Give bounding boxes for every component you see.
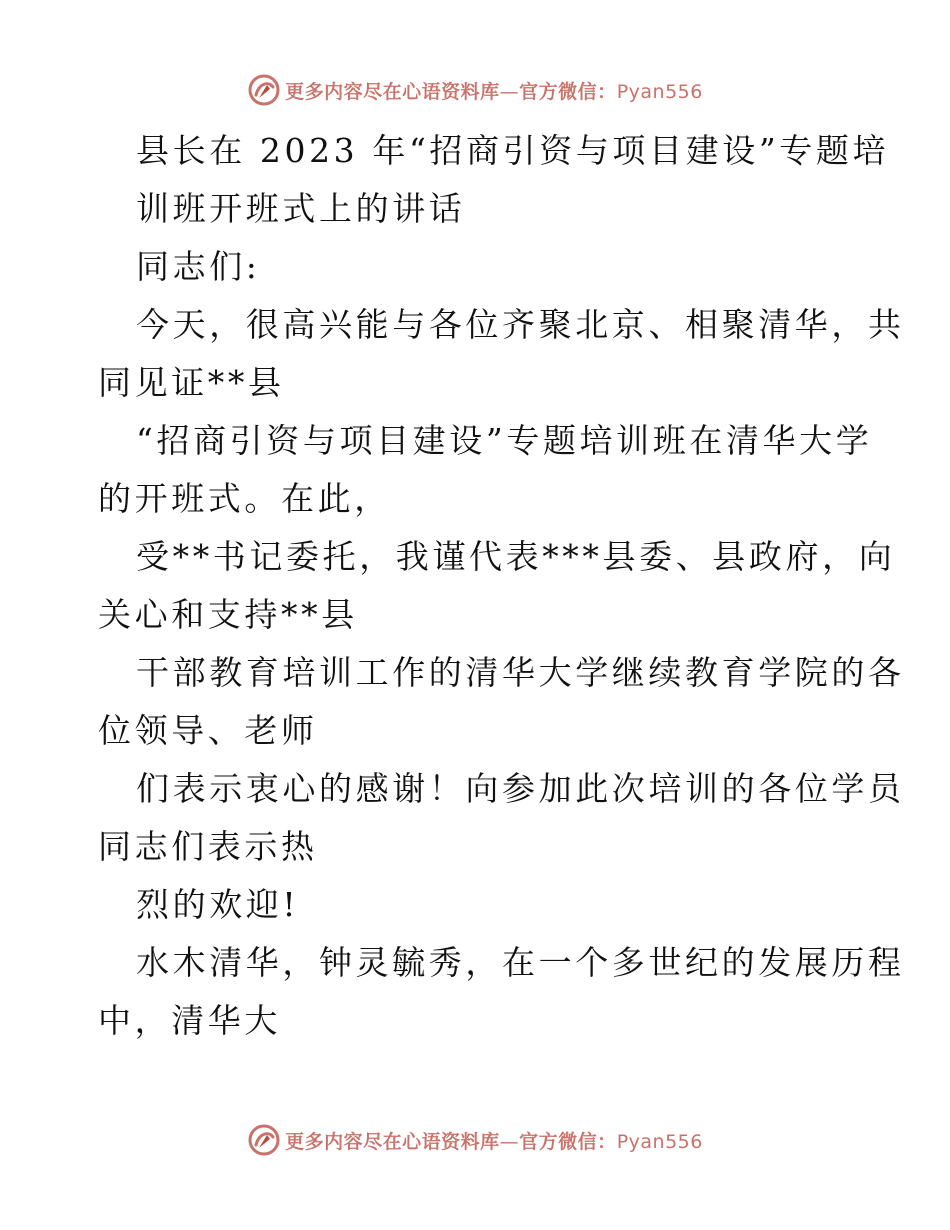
paragraph-line: 水木清华，钟灵毓秀，在一个多世纪的发展历程 — [136, 943, 905, 982]
title-line-1: 县长在 2023 年“招商引资与项目建设”专题培 — [136, 131, 890, 170]
watermark-main: 更多内容尽在心语资料库 — [285, 80, 500, 103]
footer-watermark — [0, 1118, 950, 1162]
paragraph-line: 关心和支持**县 — [98, 595, 358, 634]
paragraph-line: 同见证**县 — [98, 363, 285, 402]
watermark-text — [285, 77, 703, 104]
watermark-label: 官方微信： — [519, 1130, 617, 1153]
watermark-account: Pyan556 — [616, 80, 703, 103]
swirl-logo-icon — [247, 73, 281, 107]
paragraph-line: 干部教育培训工作的清华大学继续教育学院的各 — [136, 653, 905, 692]
paragraph-line: 受**书记委托，我谨代表***县委、县政府，向 — [136, 537, 896, 576]
document-body — [98, 122, 905, 1050]
watermark-account: Pyan556 — [616, 1130, 703, 1153]
paragraph-line: 今天，很高兴能与各位齐聚北京、相聚清华，共 — [136, 305, 905, 344]
salutation: 同志们: — [136, 247, 261, 286]
watermark-label: 官方微信： — [519, 80, 617, 103]
paragraph-line: 同志们表示热 — [98, 827, 318, 866]
swirl-logo-icon — [247, 1123, 281, 1157]
watermark-dash: — — [499, 1130, 520, 1153]
watermark-main: 更多内容尽在心语资料库 — [285, 1130, 500, 1153]
paragraph-line: 中，清华大 — [98, 1001, 281, 1040]
watermark-text — [285, 1127, 703, 1154]
paragraph-line: 烈的欢迎! — [136, 885, 300, 924]
title-line-2: 训班开班式上的讲话 — [136, 189, 466, 228]
paragraph-line: 们表示衷心的感谢！向参加此次培训的各位学员 — [136, 769, 905, 808]
paragraph-line: 的开班式。在此， — [98, 479, 391, 518]
paragraph-line: “招商引资与项目建设”专题培训班在清华大学 — [136, 421, 873, 460]
paragraph-line: 位领导、老师 — [98, 711, 318, 750]
watermark-dash: — — [499, 80, 520, 103]
header-watermark — [0, 68, 950, 112]
